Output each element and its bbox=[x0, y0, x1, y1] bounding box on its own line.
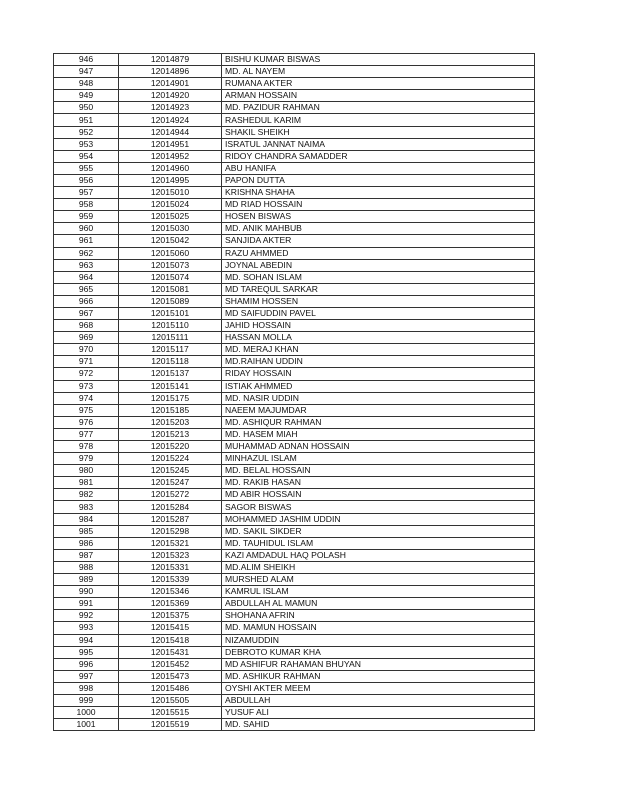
roll-number-cell: 12015101 bbox=[119, 307, 222, 319]
serial-cell: 985 bbox=[54, 525, 119, 537]
student-name-cell: MD. SAHID bbox=[222, 719, 535, 731]
roll-number-cell: 12015025 bbox=[119, 211, 222, 223]
table-row bbox=[54, 138, 535, 150]
table-row bbox=[54, 332, 535, 344]
serial-cell: 979 bbox=[54, 453, 119, 465]
student-name-cell: MD. AL NAYEM bbox=[222, 66, 535, 78]
table-row bbox=[54, 586, 535, 598]
table-row bbox=[54, 162, 535, 174]
student-name-cell: BISHU KUMAR BISWAS bbox=[222, 54, 535, 66]
roll-number-cell: 12015203 bbox=[119, 416, 222, 428]
student-name-cell: MD. ASHIQUR RAHMAN bbox=[222, 416, 535, 428]
table-row bbox=[54, 670, 535, 682]
roll-number-cell: 12014923 bbox=[119, 102, 222, 114]
table-row bbox=[54, 477, 535, 489]
table-row bbox=[54, 174, 535, 186]
roll-number-cell: 12015118 bbox=[119, 356, 222, 368]
serial-cell: 986 bbox=[54, 537, 119, 549]
roll-number-cell: 12015339 bbox=[119, 574, 222, 586]
student-name-cell: MD. NASIR UDDIN bbox=[222, 392, 535, 404]
roll-number-cell: 12015287 bbox=[119, 513, 222, 525]
student-name-cell: RUMANA AKTER bbox=[222, 78, 535, 90]
table-row bbox=[54, 199, 535, 211]
roll-number-cell: 12015089 bbox=[119, 295, 222, 307]
serial-cell: 997 bbox=[54, 670, 119, 682]
student-name-cell: MD. RAKIB HASAN bbox=[222, 477, 535, 489]
serial-cell: 946 bbox=[54, 54, 119, 66]
table-row bbox=[54, 114, 535, 126]
student-name-cell: MURSHED ALAM bbox=[222, 574, 535, 586]
roll-number-cell: 12015473 bbox=[119, 670, 222, 682]
roll-number-cell: 12014920 bbox=[119, 90, 222, 102]
roll-number-cell: 12015175 bbox=[119, 392, 222, 404]
table-row bbox=[54, 501, 535, 513]
serial-cell: 982 bbox=[54, 489, 119, 501]
student-name-cell: YUSUF ALI bbox=[222, 707, 535, 719]
roll-number-cell: 12015185 bbox=[119, 404, 222, 416]
student-name-cell: MD RIAD HOSSAIN bbox=[222, 199, 535, 211]
serial-cell: 980 bbox=[54, 465, 119, 477]
roll-table bbox=[53, 53, 535, 731]
roll-number-cell: 12014924 bbox=[119, 114, 222, 126]
table-row bbox=[54, 102, 535, 114]
serial-cell: 965 bbox=[54, 283, 119, 295]
roll-number-cell: 12015081 bbox=[119, 283, 222, 295]
table-row bbox=[54, 694, 535, 706]
serial-cell: 947 bbox=[54, 66, 119, 78]
serial-cell: 958 bbox=[54, 199, 119, 211]
serial-cell: 949 bbox=[54, 90, 119, 102]
table-row bbox=[54, 622, 535, 634]
student-name-cell: ISRATUL JANNAT NAIMA bbox=[222, 138, 535, 150]
roll-number-cell: 12015369 bbox=[119, 598, 222, 610]
roll-number-cell: 12015220 bbox=[119, 441, 222, 453]
student-name-cell: RASHEDUL KARIM bbox=[222, 114, 535, 126]
table-row bbox=[54, 54, 535, 66]
table-row bbox=[54, 223, 535, 235]
serial-cell: 956 bbox=[54, 174, 119, 186]
roll-number-cell: 12015272 bbox=[119, 489, 222, 501]
serial-cell: 954 bbox=[54, 150, 119, 162]
student-name-cell: RAZU AHMMED bbox=[222, 247, 535, 259]
roll-number-cell: 12015375 bbox=[119, 610, 222, 622]
student-name-cell: MD. BELAL HOSSAIN bbox=[222, 465, 535, 477]
roll-number-cell: 12015486 bbox=[119, 682, 222, 694]
table-row bbox=[54, 537, 535, 549]
roll-number-cell: 12015247 bbox=[119, 477, 222, 489]
student-name-cell: KRISHNA SHAHA bbox=[222, 187, 535, 199]
student-name-cell: MUHAMMAD ADNAN HOSSAIN bbox=[222, 441, 535, 453]
student-name-cell: SAGOR BISWAS bbox=[222, 501, 535, 513]
roll-number-cell: 12015224 bbox=[119, 453, 222, 465]
roll-number-cell: 12015111 bbox=[119, 332, 222, 344]
roll-number-cell: 12015030 bbox=[119, 223, 222, 235]
table-row bbox=[54, 682, 535, 694]
roll-number-cell: 12014879 bbox=[119, 54, 222, 66]
table-row bbox=[54, 66, 535, 78]
roll-number-cell: 12015141 bbox=[119, 380, 222, 392]
table-row bbox=[54, 271, 535, 283]
student-name-cell: ABDULLAH AL MAMUN bbox=[222, 598, 535, 610]
student-name-cell: HASSAN MOLLA bbox=[222, 332, 535, 344]
serial-cell: 968 bbox=[54, 320, 119, 332]
serial-cell: 970 bbox=[54, 344, 119, 356]
table-row bbox=[54, 380, 535, 392]
serial-cell: 973 bbox=[54, 380, 119, 392]
student-name-cell: ABDULLAH bbox=[222, 694, 535, 706]
roll-number-cell: 12015321 bbox=[119, 537, 222, 549]
table-row bbox=[54, 404, 535, 416]
table-row bbox=[54, 416, 535, 428]
serial-cell: 950 bbox=[54, 102, 119, 114]
roll-table-body bbox=[54, 54, 535, 731]
table-row bbox=[54, 441, 535, 453]
student-name-cell: KAMRUL ISLAM bbox=[222, 586, 535, 598]
table-row bbox=[54, 598, 535, 610]
student-name-cell: MD ASHIFUR RAHAMAN BHUYAN bbox=[222, 658, 535, 670]
serial-cell: 962 bbox=[54, 247, 119, 259]
table-row bbox=[54, 707, 535, 719]
serial-cell: 998 bbox=[54, 682, 119, 694]
roll-number-cell: 12015519 bbox=[119, 719, 222, 731]
student-name-cell: MD. MERAJ KHAN bbox=[222, 344, 535, 356]
student-name-cell: OYSHI AKTER MEEM bbox=[222, 682, 535, 694]
table-row bbox=[54, 150, 535, 162]
roll-number-cell: 12015331 bbox=[119, 561, 222, 573]
table-row bbox=[54, 549, 535, 561]
serial-cell: 959 bbox=[54, 211, 119, 223]
serial-cell: 974 bbox=[54, 392, 119, 404]
student-name-cell: MD SAIFUDDIN PAVEL bbox=[222, 307, 535, 319]
roll-number-cell: 12014960 bbox=[119, 162, 222, 174]
roll-number-cell: 12015213 bbox=[119, 428, 222, 440]
table-row bbox=[54, 561, 535, 573]
roll-number-cell: 12015298 bbox=[119, 525, 222, 537]
student-name-cell: SHAKIL SHEIKH bbox=[222, 126, 535, 138]
serial-cell: 1000 bbox=[54, 707, 119, 719]
roll-number-cell: 12015346 bbox=[119, 586, 222, 598]
serial-cell: 961 bbox=[54, 235, 119, 247]
serial-cell: 971 bbox=[54, 356, 119, 368]
student-name-cell: RIDAY HOSSAIN bbox=[222, 368, 535, 380]
serial-cell: 999 bbox=[54, 694, 119, 706]
table-row bbox=[54, 465, 535, 477]
roll-number-cell: 12015418 bbox=[119, 634, 222, 646]
table-row bbox=[54, 428, 535, 440]
table-row bbox=[54, 307, 535, 319]
student-name-cell: RIDOY CHANDRA SAMADDER bbox=[222, 150, 535, 162]
roll-number-cell: 12015074 bbox=[119, 271, 222, 283]
serial-cell: 988 bbox=[54, 561, 119, 573]
student-name-cell: JOYNAL ABEDIN bbox=[222, 259, 535, 271]
serial-cell: 975 bbox=[54, 404, 119, 416]
roll-number-cell: 12015452 bbox=[119, 658, 222, 670]
serial-cell: 990 bbox=[54, 586, 119, 598]
serial-cell: 963 bbox=[54, 259, 119, 271]
table-row bbox=[54, 259, 535, 271]
student-name-cell: KAZI AMDADUL HAQ POLASH bbox=[222, 549, 535, 561]
roll-number-cell: 12015431 bbox=[119, 646, 222, 658]
roll-number-cell: 12015060 bbox=[119, 247, 222, 259]
table-row bbox=[54, 634, 535, 646]
table-row bbox=[54, 525, 535, 537]
roll-number-cell: 12015323 bbox=[119, 549, 222, 561]
student-name-cell: MD. PAZIDUR RAHMAN bbox=[222, 102, 535, 114]
serial-cell: 957 bbox=[54, 187, 119, 199]
table-row bbox=[54, 646, 535, 658]
serial-cell: 953 bbox=[54, 138, 119, 150]
roll-number-cell: 12015010 bbox=[119, 187, 222, 199]
table-row bbox=[54, 513, 535, 525]
student-name-cell: MD. TAUHIDUL ISLAM bbox=[222, 537, 535, 549]
serial-cell: 948 bbox=[54, 78, 119, 90]
roll-number-cell: 12015284 bbox=[119, 501, 222, 513]
student-name-cell: ISTIAK AHMMED bbox=[222, 380, 535, 392]
table-row bbox=[54, 90, 535, 102]
roll-number-cell: 12014951 bbox=[119, 138, 222, 150]
student-name-cell: NIZAMUDDIN bbox=[222, 634, 535, 646]
table-row bbox=[54, 126, 535, 138]
serial-cell: 969 bbox=[54, 332, 119, 344]
serial-cell: 972 bbox=[54, 368, 119, 380]
serial-cell: 978 bbox=[54, 441, 119, 453]
student-name-cell: MD. ANIK MAHBUB bbox=[222, 223, 535, 235]
student-name-cell: MD. MAMUN HOSSAIN bbox=[222, 622, 535, 634]
roll-number-cell: 12014944 bbox=[119, 126, 222, 138]
table-row bbox=[54, 719, 535, 731]
roll-number-cell: 12015024 bbox=[119, 199, 222, 211]
table-row bbox=[54, 610, 535, 622]
serial-cell: 981 bbox=[54, 477, 119, 489]
serial-cell: 967 bbox=[54, 307, 119, 319]
student-name-cell: MD. ASHIKUR RAHMAN bbox=[222, 670, 535, 682]
student-name-cell: MD TAREQUL SARKAR bbox=[222, 283, 535, 295]
serial-cell: 955 bbox=[54, 162, 119, 174]
serial-cell: 989 bbox=[54, 574, 119, 586]
roll-number-cell: 12014901 bbox=[119, 78, 222, 90]
roll-number-cell: 12014995 bbox=[119, 174, 222, 186]
roll-number-cell: 12015110 bbox=[119, 320, 222, 332]
serial-cell: 993 bbox=[54, 622, 119, 634]
student-name-cell: MD. SOHAN ISLAM bbox=[222, 271, 535, 283]
serial-cell: 984 bbox=[54, 513, 119, 525]
serial-cell: 991 bbox=[54, 598, 119, 610]
student-name-cell: MD. SAKIL SIKDER bbox=[222, 525, 535, 537]
serial-cell: 983 bbox=[54, 501, 119, 513]
serial-cell: 1001 bbox=[54, 719, 119, 731]
roll-number-cell: 12014952 bbox=[119, 150, 222, 162]
student-name-cell: DEBROTO KUMAR KHA bbox=[222, 646, 535, 658]
table-row bbox=[54, 235, 535, 247]
student-name-cell: MD ABIR HOSSAIN bbox=[222, 489, 535, 501]
serial-cell: 966 bbox=[54, 295, 119, 307]
table-row bbox=[54, 211, 535, 223]
roll-number-cell: 12014896 bbox=[119, 66, 222, 78]
student-name-cell: MD.RAIHAN UDDIN bbox=[222, 356, 535, 368]
table-row bbox=[54, 574, 535, 586]
student-name-cell: MD.ALIM SHEIKH bbox=[222, 561, 535, 573]
table-row bbox=[54, 78, 535, 90]
serial-cell: 976 bbox=[54, 416, 119, 428]
table-row bbox=[54, 489, 535, 501]
serial-cell: 951 bbox=[54, 114, 119, 126]
table-row bbox=[54, 247, 535, 259]
student-name-cell: ARMAN HOSSAIN bbox=[222, 90, 535, 102]
student-name-cell: MD. HASEM MIAH bbox=[222, 428, 535, 440]
table-row bbox=[54, 392, 535, 404]
roll-number-cell: 12015073 bbox=[119, 259, 222, 271]
serial-cell: 992 bbox=[54, 610, 119, 622]
roll-number-cell: 12015137 bbox=[119, 368, 222, 380]
serial-cell: 995 bbox=[54, 646, 119, 658]
roll-number-cell: 12015415 bbox=[119, 622, 222, 634]
table-row bbox=[54, 320, 535, 332]
roll-number-cell: 12015117 bbox=[119, 344, 222, 356]
table-row bbox=[54, 658, 535, 670]
student-name-cell: MINHAZUL ISLAM bbox=[222, 453, 535, 465]
student-name-cell: SHAMIM HOSSEN bbox=[222, 295, 535, 307]
student-name-cell: JAHID HOSSAIN bbox=[222, 320, 535, 332]
table-row bbox=[54, 453, 535, 465]
student-name-cell: PAPON DUTTA bbox=[222, 174, 535, 186]
student-name-cell: ABU HANIFA bbox=[222, 162, 535, 174]
serial-cell: 987 bbox=[54, 549, 119, 561]
table-row bbox=[54, 187, 535, 199]
table-row bbox=[54, 283, 535, 295]
table-row bbox=[54, 295, 535, 307]
serial-cell: 994 bbox=[54, 634, 119, 646]
roll-number-cell: 12015042 bbox=[119, 235, 222, 247]
student-name-cell: NAEEM MAJUMDAR bbox=[222, 404, 535, 416]
student-name-cell: SHOHANA AFRIN bbox=[222, 610, 535, 622]
roll-number-cell: 12015515 bbox=[119, 707, 222, 719]
serial-cell: 960 bbox=[54, 223, 119, 235]
serial-cell: 964 bbox=[54, 271, 119, 283]
student-name-cell: SANJIDA AKTER bbox=[222, 235, 535, 247]
student-name-cell: HOSEN BISWAS bbox=[222, 211, 535, 223]
table-row bbox=[54, 356, 535, 368]
student-name-cell: MOHAMMED JASHIM UDDIN bbox=[222, 513, 535, 525]
serial-cell: 952 bbox=[54, 126, 119, 138]
roll-number-cell: 12015505 bbox=[119, 694, 222, 706]
table-row bbox=[54, 368, 535, 380]
roll-number-cell: 12015245 bbox=[119, 465, 222, 477]
serial-cell: 996 bbox=[54, 658, 119, 670]
table-row bbox=[54, 344, 535, 356]
serial-cell: 977 bbox=[54, 428, 119, 440]
